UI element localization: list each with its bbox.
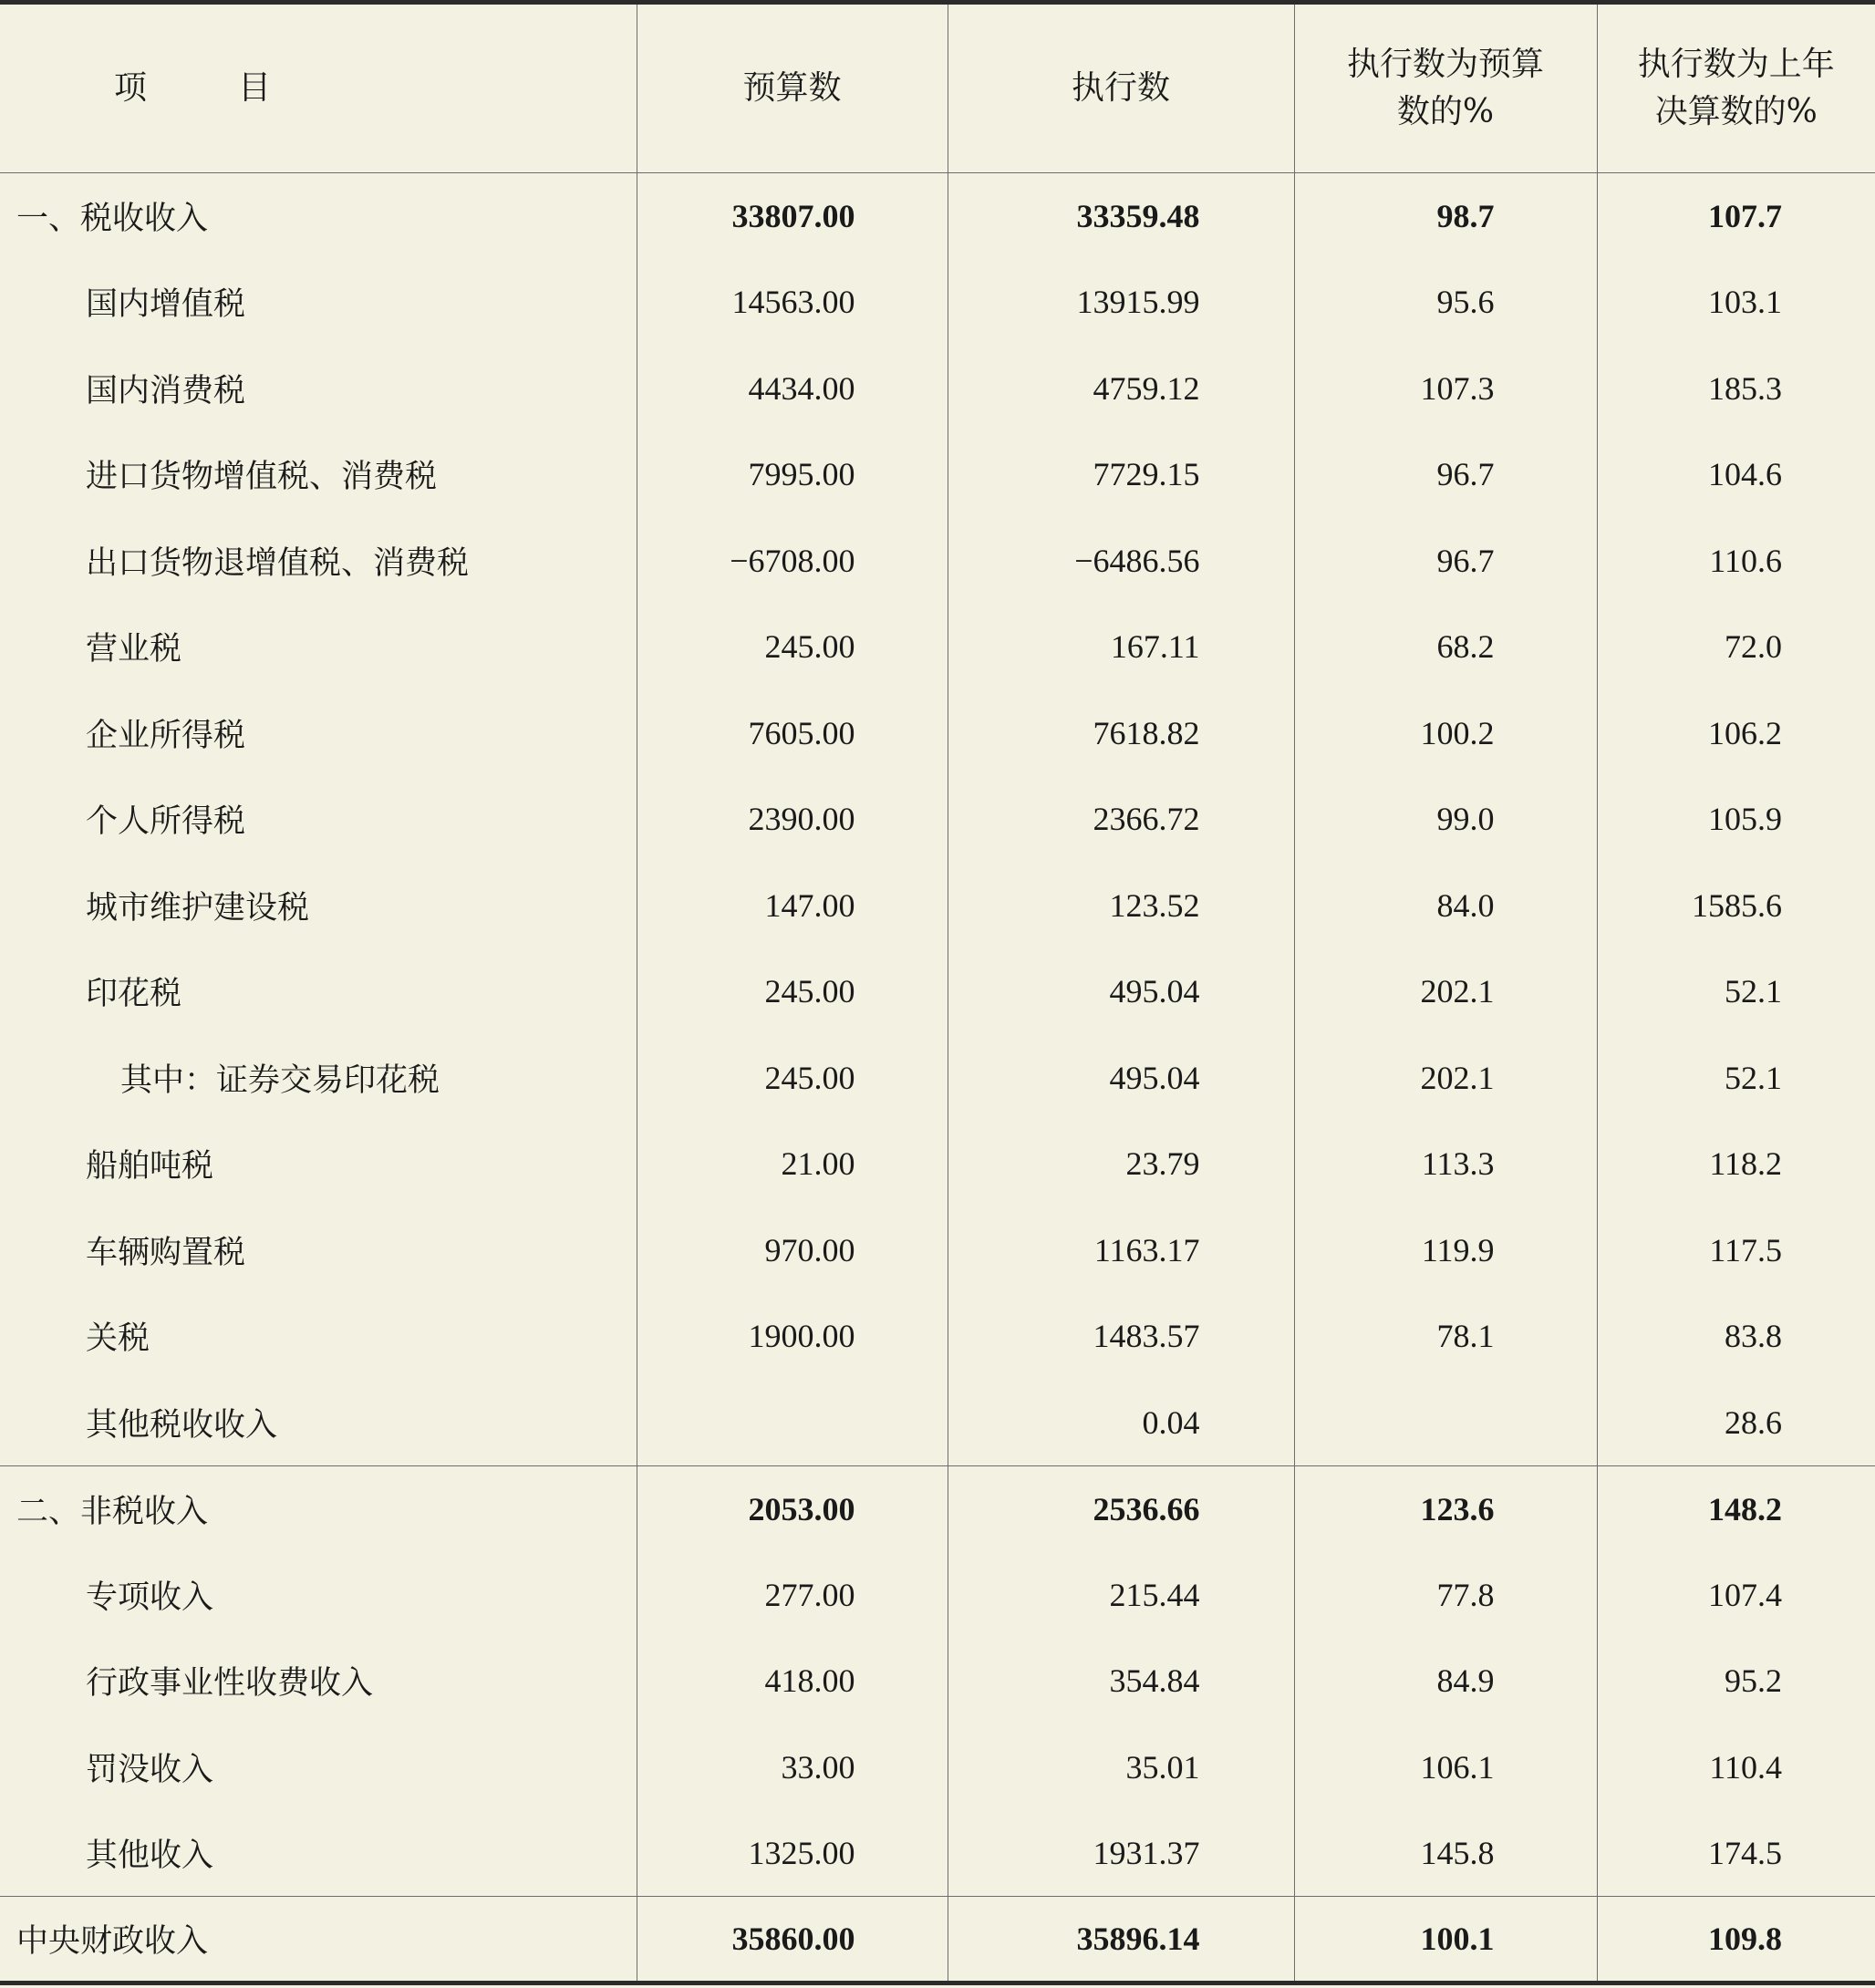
row-budget: 1325.00 [637,1810,948,1897]
table-row [0,1638,1875,1724]
row-pct-budget: 84.0 [1294,863,1597,949]
row-actual: 4759.12 [948,346,1294,432]
row-name: 二、非税收入 [0,1465,637,1552]
row-pct-last: 110.6 [1597,518,1875,605]
row-budget: 4434.00 [637,346,948,432]
row-pct-budget: 145.8 [1294,1810,1597,1897]
row-pct-budget: 100.2 [1294,690,1597,777]
table-row [0,518,1875,605]
row-budget: 970.00 [637,1207,948,1294]
row-budget: 2390.00 [637,776,948,863]
row-actual: 35.01 [948,1724,1294,1811]
header-pct-budget-line2: 数的% [1396,93,1495,130]
row-actual: 1483.57 [948,1293,1294,1380]
row-pct-last: 104.6 [1597,431,1875,518]
row-budget: 35860.00 [637,1897,948,1983]
table-row [0,1035,1875,1122]
row-pct-last: 105.9 [1597,776,1875,863]
row-pct-budget: 113.3 [1294,1121,1597,1207]
row-pct-budget: 95.6 [1294,259,1597,346]
row-pct-budget: 84.9 [1294,1638,1597,1724]
header-pct-budget-line1: 执行数为预算 [1346,46,1544,83]
row-actual: 0.04 [948,1380,1294,1466]
row-pct-last: 52.1 [1597,1035,1875,1122]
row-actual: 1163.17 [948,1207,1294,1294]
row-name: 其中：证券交易印花税 [120,1061,440,1099]
row-budget: 147.00 [637,863,948,949]
table-row [0,1552,1875,1639]
table-row [0,604,1875,690]
row-pct-budget: 123.6 [1294,1465,1597,1552]
header-row [0,3,1875,173]
row-pct-last: 103.1 [1597,259,1875,346]
row-actual: 215.44 [948,1552,1294,1639]
row-pct-last: 118.2 [1597,1121,1875,1207]
row-name: 个人所得税 [86,803,246,841]
row-pct-budget: 99.0 [1294,776,1597,863]
row-budget: 7605.00 [637,690,948,777]
row-pct-last: 109.8 [1597,1897,1875,1983]
table-row [0,1293,1875,1380]
row-budget: 245.00 [637,604,948,690]
row-budget: 277.00 [637,1552,948,1639]
row-budget: 14563.00 [637,259,948,346]
row-pct-last: 107.4 [1597,1552,1875,1639]
row-name: 一、税收收入 [16,201,209,237]
row-name: 行政事业性收费收入 [86,1665,374,1703]
row-actual: 2536.66 [948,1465,1294,1552]
table-row [0,1380,1875,1466]
header-pct-last [1597,3,1875,173]
row-pct-last: 107.7 [1597,173,1875,260]
row-actual: 2366.72 [948,776,1294,863]
row-budget: 418.00 [637,1638,948,1724]
row-name: 中央财政收入 [0,1897,637,1983]
row-name: 国内消费税 [86,372,246,409]
row-name: 车辆购置税 [86,1234,246,1271]
row-pct-last: 1585.6 [1597,863,1875,949]
row-budget: 33.00 [637,1724,948,1811]
row-actual: 7618.82 [948,690,1294,777]
row-name: 企业所得税 [86,717,246,754]
header-actual: 执行数 [948,3,1294,173]
header-item-a: 项 [114,69,148,107]
row-pct-budget: 96.7 [1294,518,1597,605]
row-pct-last: 28.6 [1597,1380,1875,1466]
header-item-b: 目 [238,69,272,107]
row-pct-budget: 119.9 [1294,1207,1597,1294]
row-name: 关税 [86,1320,150,1358]
row-pct-last: 52.1 [1597,948,1875,1035]
row-name: 其他税收收入 [86,1406,278,1444]
row-budget: 245.00 [637,948,948,1035]
row-pct-budget: 68.2 [1294,604,1597,690]
row-actual: 123.52 [948,863,1294,949]
table-row [0,1810,1875,1897]
row-name: 营业税 [86,631,182,668]
table-row [0,1724,1875,1811]
row-name: 印花税 [86,976,182,1013]
row-budget: 33807.00 [637,173,948,260]
row-budget: −6708.00 [637,518,948,605]
row-pct-last: 174.5 [1597,1810,1875,1897]
row-actual: 35896.14 [948,1897,1294,1983]
row-name: 国内增值税 [86,286,246,324]
row-pct-budget [1294,1380,1597,1466]
row-actual: −6486.56 [948,518,1294,605]
row-pct-last: 148.2 [1597,1465,1875,1552]
row-name: 进口货物增值税、消费税 [86,459,438,496]
row-actual: 167.11 [948,604,1294,690]
table-row [0,1207,1875,1294]
row-pct-budget: 202.1 [1294,948,1597,1035]
header-pct-last-line2: 决算数的% [1654,93,1818,130]
row-name: 罚没收入 [86,1751,214,1788]
row-actual: 354.84 [948,1638,1294,1724]
row-budget: 1900.00 [637,1293,948,1380]
row-pct-budget: 106.1 [1294,1724,1597,1811]
row-actual: 495.04 [948,948,1294,1035]
row-budget: 2053.00 [637,1465,948,1552]
row-actual: 13915.99 [948,259,1294,346]
row-name: 出口货物退增值税、消费税 [86,544,470,582]
table-row-total [0,1897,1875,1983]
row-budget [637,1380,948,1466]
row-name: 其他收入 [86,1838,214,1874]
row-pct-last: 117.5 [1597,1207,1875,1294]
table-row-tax-revenue [0,173,1875,260]
row-pct-last: 83.8 [1597,1293,1875,1380]
row-pct-last: 110.4 [1597,1724,1875,1811]
header-item [0,3,637,173]
row-budget: 21.00 [637,1121,948,1207]
table-row [0,948,1875,1035]
row-pct-budget: 77.8 [1294,1552,1597,1639]
row-pct-budget: 78.1 [1294,1293,1597,1380]
row-name: 船舶吨税 [86,1148,214,1186]
row-actual: 1931.37 [948,1810,1294,1897]
table-row-non-tax-revenue [0,1465,1875,1552]
table-row [0,690,1875,777]
row-name: 专项收入 [86,1579,214,1616]
header-pct-budget [1294,3,1597,173]
table-row [0,776,1875,863]
row-budget: 7995.00 [637,431,948,518]
row-budget: 245.00 [637,1035,948,1122]
row-pct-last: 185.3 [1597,346,1875,432]
row-name: 城市维护建设税 [86,889,310,927]
row-pct-budget: 107.3 [1294,346,1597,432]
header-pct-last-line1: 执行数为上年 [1637,46,1835,83]
row-pct-last: 106.2 [1597,690,1875,777]
row-pct-budget: 202.1 [1294,1035,1597,1122]
row-actual: 7729.15 [948,431,1294,518]
row-pct-last: 72.0 [1597,604,1875,690]
row-pct-budget: 96.7 [1294,431,1597,518]
table-row [0,431,1875,518]
table-row [0,1121,1875,1207]
row-pct-budget: 100.1 [1294,1897,1597,1983]
row-actual: 23.79 [948,1121,1294,1207]
row-actual: 495.04 [948,1035,1294,1122]
row-pct-budget: 98.7 [1294,173,1597,260]
row-actual: 33359.48 [948,173,1294,260]
row-pct-last: 95.2 [1597,1638,1875,1724]
table-row [0,863,1875,949]
table-row [0,346,1875,432]
table-row [0,259,1875,346]
header-budget: 预算数 [637,3,948,173]
